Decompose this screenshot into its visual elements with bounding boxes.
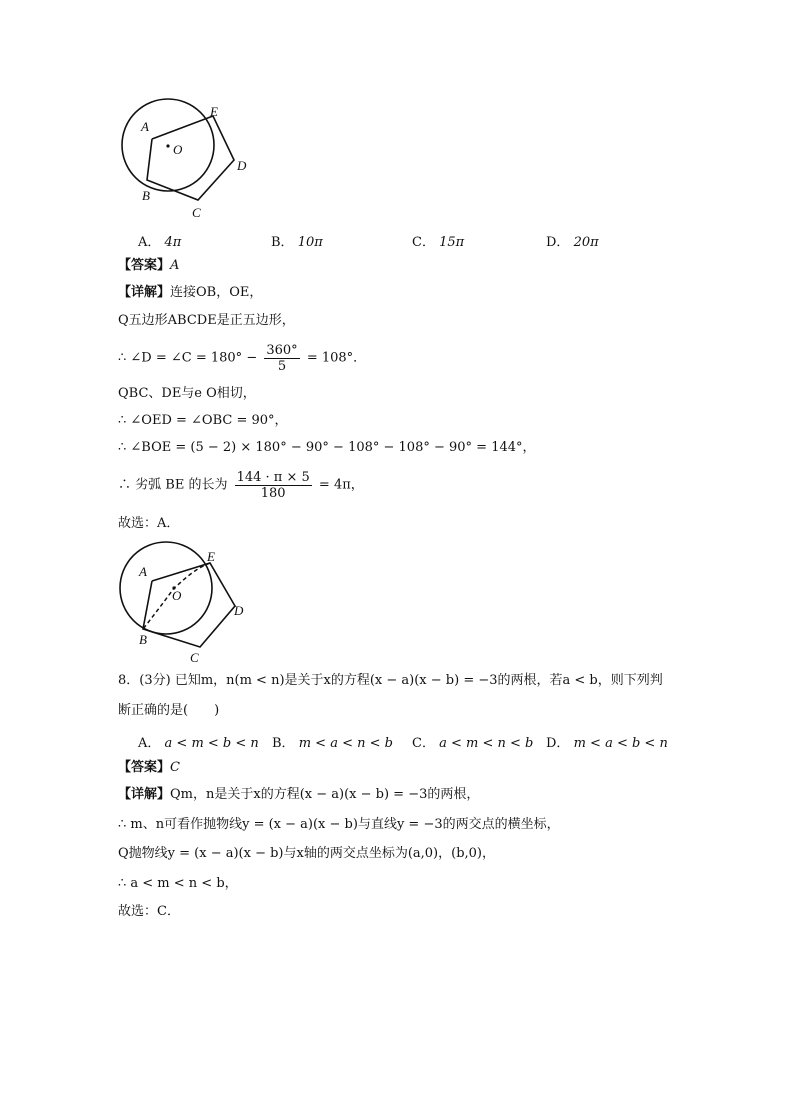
q7-answer: 【答案】A bbox=[118, 258, 180, 273]
svg-text:O: O bbox=[172, 588, 182, 603]
svg-text:B: B bbox=[139, 632, 147, 647]
q8-answer: 【答案】C bbox=[118, 760, 180, 775]
label-a: A bbox=[141, 119, 149, 134]
svg-text:D: D bbox=[234, 603, 244, 618]
q7-detail-line-3: ∴ ∠D = ∠C = 180° − $\frac{360^\circ}{5}$ = 108°． bbox=[118, 343, 367, 374]
q7-detail-line-2: Q五边形ABCDE是正五边形， bbox=[118, 313, 295, 328]
center-point bbox=[166, 144, 169, 147]
q7-detail-line-8: 故选：A． bbox=[118, 516, 180, 531]
geometry-figure-1 bbox=[112, 95, 272, 225]
q7-option-a: A． 4π bbox=[138, 235, 182, 250]
fraction-360-over-5: $\frac{360^\circ}{5}$ bbox=[266, 343, 298, 374]
q7-detail-line-7: ∴ 劣弧 BE 的长为 $\frac{144 \cdot \pi \times 5}{180}$ = 4π， bbox=[118, 470, 364, 501]
label-d: D bbox=[237, 158, 247, 173]
q8-option-d: D． m < a < b < n bbox=[546, 736, 668, 751]
q8-detail-line-1: 【详解】Qm，n是关于x的方程(x − a)(x − b) = −3的两根， bbox=[118, 787, 480, 802]
q7-option-b: B． 10π bbox=[271, 235, 323, 250]
q7-option-d: D． 20π bbox=[546, 235, 599, 250]
q8-detail-line-5: 故选：C． bbox=[118, 904, 180, 919]
q7-detail-line-5: ∴ ∠OED = ∠OBC = 90°， bbox=[118, 413, 288, 428]
q8-detail-line-3: Q抛物线y = (x − a)(x − b)与x轴的两交点坐标为(a,0)，(b,0)， bbox=[118, 846, 495, 861]
q8-stem-line-1: 8．(3分) 已知m，n(m < n)是关于x的方程(x − a)(x − b) = −3的两根，若a < b，则下列判 bbox=[118, 673, 663, 688]
q8-option-c: C． a < m < n < b bbox=[412, 736, 534, 751]
svg-text:C: C bbox=[190, 650, 199, 665]
svg-text:E: E bbox=[207, 549, 215, 564]
q7-option-c: C． 15π bbox=[412, 235, 465, 250]
label-e: E bbox=[210, 104, 218, 119]
q8-option-b: B． m < a < n < b bbox=[272, 736, 393, 751]
fraction-arc-length: $\frac{144 \cdot \pi \times 5}{180}$ bbox=[236, 470, 310, 501]
label-b: B bbox=[142, 188, 150, 203]
q8-stem-line-2: 断正确的是( ) bbox=[118, 703, 220, 718]
q7-detail-line-1: 【详解】连接OB，OE， bbox=[118, 285, 263, 300]
svg-text:A: A bbox=[139, 564, 147, 579]
label-c: C bbox=[192, 205, 201, 220]
pentagon-abcde bbox=[147, 116, 234, 200]
q7-detail-line-6: ∴ ∠BOE = (5 − 2) × 180° − 90° − 108° − 108° − 90° = 144°， bbox=[118, 440, 536, 455]
q8-detail-line-2: ∴ m、n可看作抛物线y = (x − a)(x − b)与直线y = −3的两交点的横坐标， bbox=[118, 817, 560, 832]
geometry-figure-2 bbox=[110, 540, 270, 665]
q8-option-a: A． a < m < b < n bbox=[138, 736, 259, 751]
q7-detail-line-4: QBC、DE与e O相切， bbox=[118, 386, 256, 401]
q8-detail-line-4: ∴ a < m < n < b， bbox=[118, 876, 238, 891]
label-o: O bbox=[173, 142, 183, 157]
